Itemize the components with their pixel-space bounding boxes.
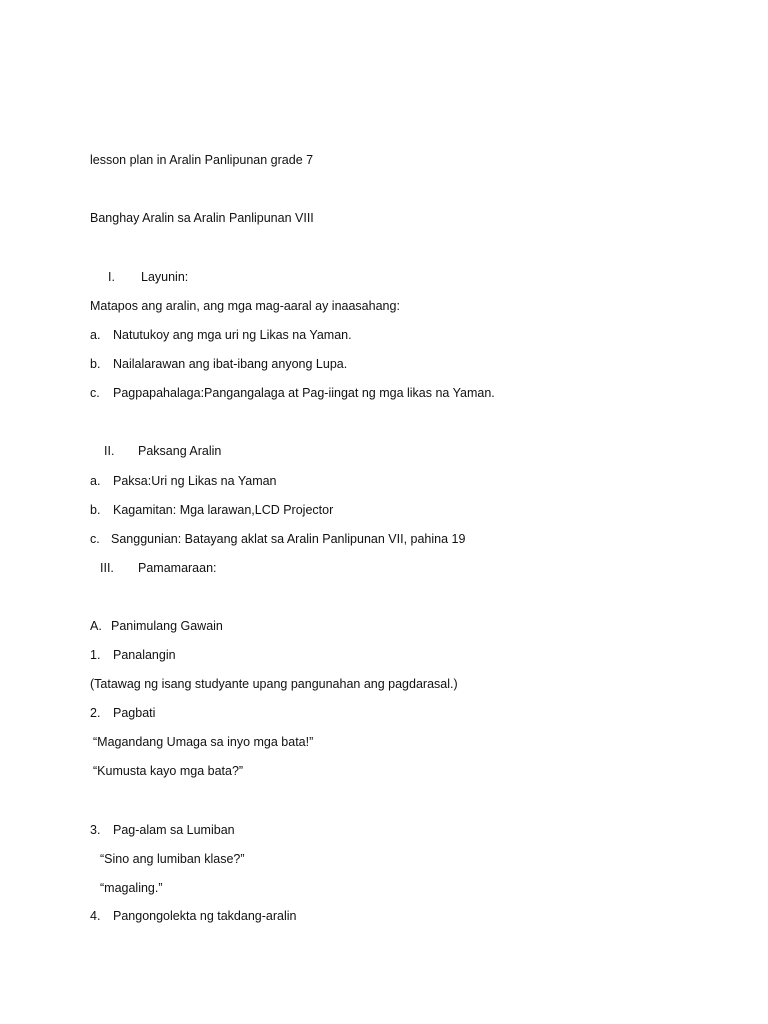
list-marker: b. [90, 357, 101, 371]
objective-text: Nailalarawan ang ibat-ibang anyong Lupa. [113, 357, 348, 371]
quote-line: “Kumusta kayo mga bata?” [93, 764, 244, 778]
list-marker: A. [90, 619, 102, 633]
section-2-numeral: II. [104, 444, 115, 458]
list-marker: c. [90, 386, 100, 400]
step-text: Pangongolekta ng takdang-aralin [113, 909, 297, 923]
step-item [90, 647, 176, 663]
document-header: lesson plan in Aralin Panlipunan grade 7 [90, 153, 314, 167]
objective-text: Natutukoy ang mga uri ng Likas na Yaman. [113, 328, 352, 342]
quote-line: “Magandang Umaga sa inyo mga bata!” [93, 735, 314, 749]
quote-line: “Sino ang lumiban klase?” [100, 852, 245, 866]
objective-item [90, 327, 352, 343]
section-1-intro: Matapos ang aralin, ang mga mag-aaral ay inaasahang: [90, 299, 400, 313]
section-1-title: Layunin: [141, 270, 189, 284]
section-2-heading [104, 443, 221, 459]
list-marker: a. [90, 328, 101, 342]
objective-text: Pagpapahalaga:Pangangalaga at Pag-iingat ng mga likas na Yaman. [113, 386, 495, 400]
list-marker: b. [90, 503, 101, 517]
section-1-heading [108, 269, 188, 285]
prayer-note: (Tatawag ng isang studyante upang pangunahan ang pagdarasal.) [90, 677, 458, 691]
subsection-heading [90, 618, 223, 634]
list-marker: 4. [90, 909, 101, 923]
document-title: Banghay Aralin sa Aralin Panlipunan VIII [90, 211, 314, 225]
topic-item [90, 531, 465, 547]
step-text: Panalangin [113, 648, 176, 662]
section-3-numeral: III. [100, 561, 114, 575]
step-item [90, 822, 235, 838]
list-marker: 3. [90, 823, 101, 837]
step-text: Pag-alam sa Lumiban [113, 823, 235, 837]
step-text: Pagbati [113, 706, 156, 720]
section-3-title: Pamamaraan: [138, 561, 217, 575]
list-marker: a. [90, 474, 101, 488]
list-marker: c. [90, 532, 100, 546]
section-3-heading [100, 560, 217, 576]
list-marker: 2. [90, 706, 101, 720]
list-marker: 1. [90, 648, 101, 662]
topic-item [90, 473, 277, 489]
topic-text: Paksa:Uri ng Likas na Yaman [113, 474, 277, 488]
topic-text: Kagamitan: Mga larawan,LCD Projector [113, 503, 334, 517]
section-2-title: Paksang Aralin [138, 444, 222, 458]
topic-text: Sanggunian: Batayang aklat sa Aralin Panlipunan VII, pahina 19 [111, 532, 466, 546]
topic-item [90, 502, 333, 518]
subsection-text: Panimulang Gawain [111, 619, 223, 633]
step-item [90, 908, 296, 924]
step-item [90, 705, 155, 721]
section-1-numeral: I. [108, 270, 115, 284]
objective-item [90, 356, 347, 372]
quote-line: “magaling.” [100, 881, 163, 895]
objective-item [90, 385, 495, 401]
